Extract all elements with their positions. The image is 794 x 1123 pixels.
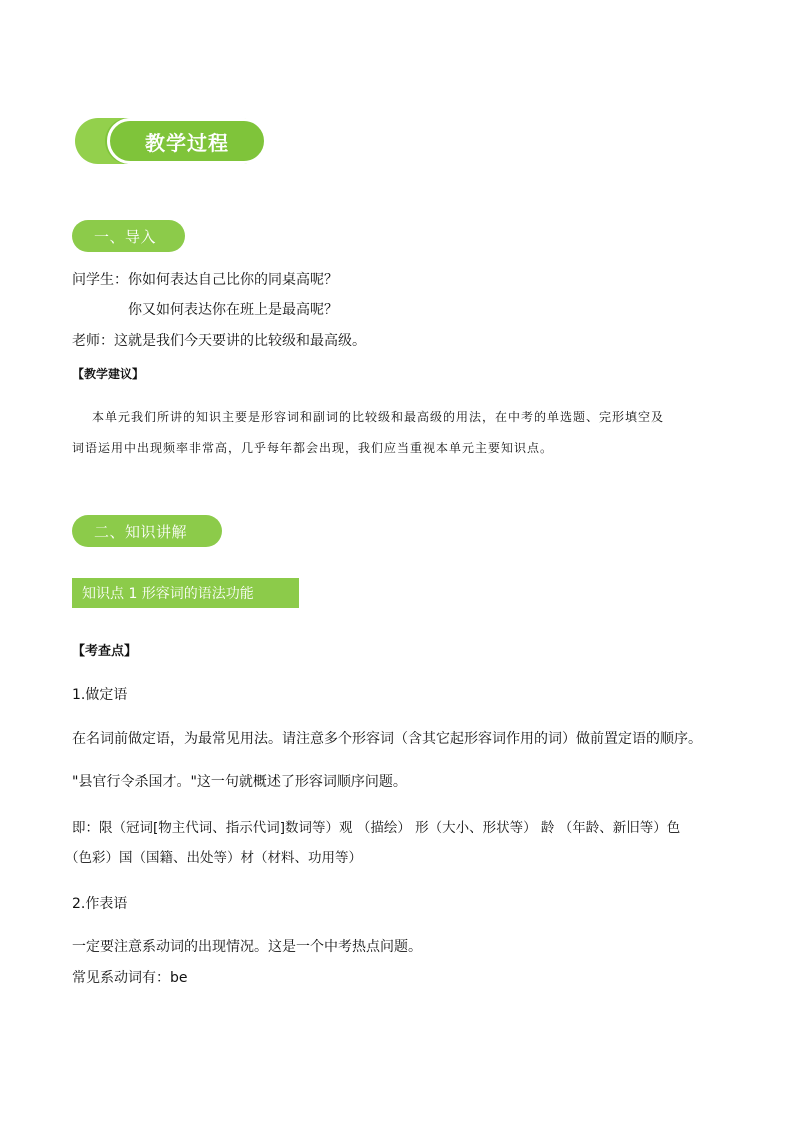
- suggestion-text-line-2: 词语运用中出现频率非常高，几乎每年都会出现，我们应当重视本单元主要知识点。: [72, 441, 554, 455]
- question-2: 你又如何表达你在班上是最高呢？: [128, 302, 338, 318]
- item-2-text: 一定要注意系动词的出现情况。这是一个中考热点问题。: [72, 939, 422, 955]
- exam-points-heading: 【考查点】: [72, 644, 138, 659]
- mnemonic-line: "县官行令杀国才。"这一句就概述了形容词顺序问题。: [72, 774, 407, 790]
- section-heading-intro: 一、导入: [72, 220, 185, 252]
- section-heading-knowledge: 二、知识讲解: [72, 515, 222, 547]
- question-1: 你如何表达自己比你的同桌高呢？: [128, 272, 338, 288]
- item-1-title: 1.做定语: [72, 687, 128, 703]
- suggestion-text-line-1: 本单元我们所讲的知识主要是形容词和副词的比较级和最高级的用法，在中考的单选题、完形填空及: [92, 410, 665, 424]
- knowledge-point-label: 知识点 1 形容词的语法功能: [72, 578, 299, 608]
- order-line-2: （色彩）国（国籍、出处等）材（材料、功用等）: [65, 850, 362, 866]
- teacher-line: 老师：这就是我们今天要讲的比较级和最高级。: [72, 333, 366, 349]
- item-2-title: 2.作表语: [72, 896, 128, 912]
- question-label: 问学生：: [72, 272, 128, 288]
- suggestion-heading: 【教学建议】: [72, 367, 145, 381]
- order-line-1: 即：限（冠词[物主代词、指示代词]数词等）观 （描绘） 形（大小、形状等） 龄 （年龄、新旧等）色: [72, 820, 681, 836]
- linking-verbs-line: 常见系动词有：be: [72, 970, 188, 986]
- page-title: 教学过程: [107, 118, 267, 164]
- item-1-text: 在名词前做定语，为最常见用法。请注意多个形容词（含其它起形容词作用的词）做前置定语的顺序。: [72, 731, 702, 747]
